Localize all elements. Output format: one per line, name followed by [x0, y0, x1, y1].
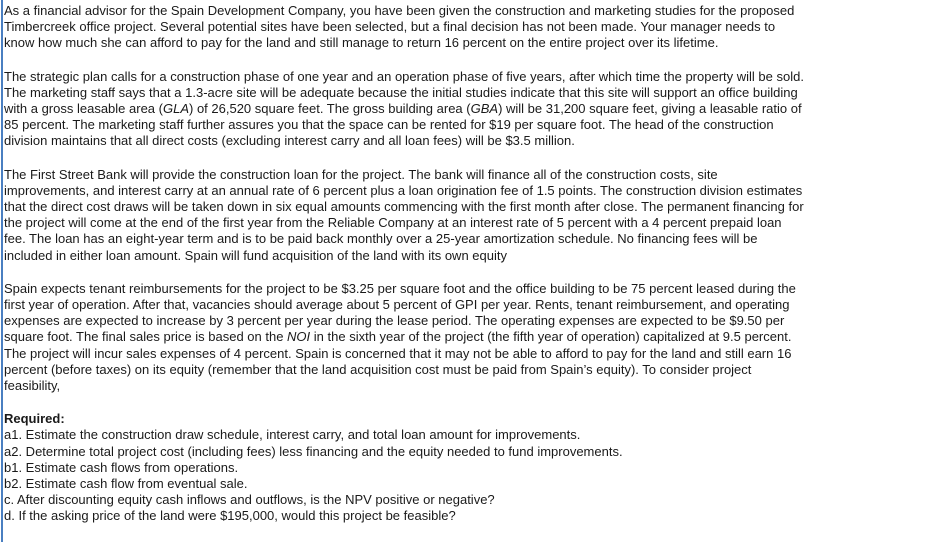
- operations-text-1: Spain expects tenant reimbursements for the project to be $3.25 per square foot and the office building to be 75 percent leased during the first year of operation. After that, vacancies should average about 5 percent of GPI per year. Rents, tenant reimbursement, and operating expenses are expected to increase by 3 percent per year during the lease period. The operating expenses are expected to be $9.50 per square foot. The final sales price is based on the: [4, 280, 796, 345]
- required-item-b2: b2. Estimate cash flow from eventual sale.: [4, 476, 248, 492]
- required-item-b1: b1. Estimate cash flows from operations.: [4, 459, 239, 475]
- left-border-rule: [1, 0, 3, 542]
- required-item-d: d. If the asking price of the land were $195,000, would this project be feasible?: [4, 508, 456, 524]
- gba-abbrev: GBA: [470, 101, 499, 117]
- required-item-a1: a1. Estimate the construction draw schedule, interest carry, and total loan amount for improvements.: [4, 427, 581, 443]
- operations-text-2: in the sixth year of the project (the fifth year of operation) capitalized at 9.5 percent. The project will incur sales expenses of 4 percent. Spain is concerned that it may not be able to afford to pay for the land and still earn 16 percent (before taxes) on its equity (remember that the land acquisition cost must be paid from Spain’s equity). To consider project feasibility,: [4, 329, 792, 394]
- operations-paragraph: [4, 281, 804, 394]
- strategic-text-1: The strategic plan calls for a construction phase of one year and an operation phase of five years, after which time the property will be sold. The marketing staff says that a 1.3-acre site will be adequate because the initial studies indicate that this site will support an office building with a gross leasable area (: [4, 68, 804, 117]
- required-section: [4, 411, 804, 524]
- strategic-plan-paragraph: [4, 69, 804, 150]
- financing-paragraph: The First Street Bank will provide the construction loan for the project. The bank will finance all of the construction costs, site improvements, and interest carry at an annual rate of 6 percent plus a loan origination fee of 1.5 points. The construction division estimates that the direct cost draws will be taken down in six equal amounts commencing with the first month after close. The permanent financing for the project will come at the end of the first year from the Reliable Company at an interest rate of 5 percent with a 4 percent prepaid loan fee. The loan has an eight-year term and is to be paid back monthly over a 25-year amortization schedule. No financing fees will be included in either loan amount. Spain will fund acquisition of the land with its own equity: [4, 166, 804, 263]
- intro-paragraph: As a financial advisor for the Spain Development Company, you have been given the construction and marketing studies for the proposed Timbercreek office project. Several potential sites have been selected, but a final decision has not been made. Your manager needs to know how much she can afford to pay for the land and still manage to return 16 percent on the entire project over its lifetime.: [4, 3, 795, 51]
- noi-abbrev: NOI: [287, 329, 311, 345]
- gla-abbrev: GLA: [162, 101, 189, 117]
- strategic-text-3: ) will be 31,200 square feet, giving a leasable ratio of 85 percent. The marketing staff further assures you that the space can be rented for $19 per square foot. The head of the construction division maintains that all direct costs (excluding interest carry and all loan fees) will be $3.5 million.: [4, 101, 802, 149]
- strategic-text-2: ) of 26,520 square feet. The gross building area (: [189, 101, 471, 117]
- required-item-a2: a2. Determine total project cost (including fees) less financing and the equity needed to fund improvements.: [4, 443, 623, 459]
- required-heading: Required:: [4, 411, 65, 427]
- required-item-c: c. After discounting equity cash inflows and outflows, is the NPV positive or negative?: [4, 492, 495, 508]
